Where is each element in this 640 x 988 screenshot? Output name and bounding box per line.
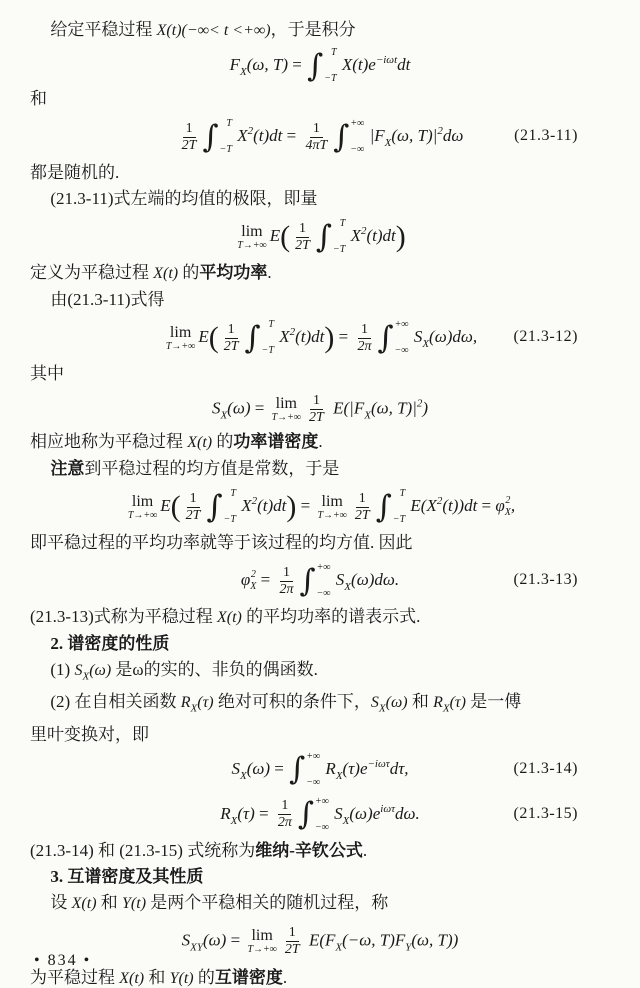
text-run: 设	[50, 892, 72, 912]
superscript: −iωτ	[367, 757, 390, 770]
math-text: (ω)dω,	[429, 327, 478, 346]
text-run: .	[267, 263, 272, 282]
term-power-spectral-density: 功率谱密度	[233, 432, 319, 451]
equation-body	[234, 219, 406, 255]
term-cross-spectral-density: 互谱密度	[214, 967, 283, 987]
subscript: XY	[190, 941, 204, 954]
text-run: 为平稳过程	[30, 967, 120, 987]
math-text: S	[329, 803, 343, 823]
page-number: • 834 •	[34, 952, 92, 969]
paragraph-cross-density-name	[30, 966, 610, 988]
equation-number: (21.3-11)	[514, 127, 578, 144]
text-run: ，于是积分	[270, 20, 356, 39]
superscript: iωτ	[380, 802, 396, 815]
superscript: −iωt	[375, 54, 398, 66]
subscript: X	[384, 137, 392, 149]
text-run: 是ω的实的、非负的偶函数.	[111, 660, 318, 679]
superscript: 2	[416, 397, 423, 409]
inline-math-xt: X(t)	[187, 434, 213, 451]
paragraph-spectral-representation	[30, 605, 610, 630]
equation-21-3-12	[30, 314, 610, 360]
equation-number: (21.3-12)	[513, 328, 578, 345]
subscript: X	[240, 66, 247, 78]
integral-sign: ∫ +∞ −∞	[377, 319, 409, 357]
fraction: $\frac{1}{2T}$	[181, 120, 197, 153]
math-text: |F	[365, 126, 385, 145]
superscript: 2	[247, 125, 254, 137]
inline-math-s: S	[370, 694, 379, 712]
text-run: 是一傅	[465, 692, 522, 712]
math-text: S	[231, 758, 240, 778]
inline-math-arg: (ω)	[385, 694, 408, 712]
fraction: $\frac{1}{2T}$	[295, 220, 310, 253]
equation-body	[231, 752, 408, 788]
math-text: (ω)dω.	[351, 570, 400, 589]
inline-math-yt: Y(t)	[122, 894, 147, 912]
integral-sign: ∫ +∞ −∞	[299, 562, 331, 600]
heading-text: 3. 互谱密度及其性质	[50, 866, 204, 886]
subscript: X	[335, 769, 343, 782]
math-text: =	[230, 930, 245, 950]
paragraph-define-average-power	[30, 261, 610, 286]
math-text: (t))dt	[442, 496, 482, 515]
paragraph-from-eq	[30, 288, 610, 312]
subscript: X	[239, 769, 247, 782]
inline-math-sub: X	[190, 702, 198, 715]
math-text: =	[334, 327, 353, 346]
text-run: (21.3-14) 和 (21.3-15) 式统称为	[30, 840, 256, 860]
math-text: φ	[495, 496, 505, 515]
text-run: 和	[144, 967, 170, 987]
math-text: X	[346, 226, 361, 245]
big-paren: )	[395, 220, 406, 254]
math-text: X(t)e	[337, 55, 376, 74]
equation-spectral-density-definition	[30, 388, 610, 428]
limit-operator: lim T→+∞	[271, 394, 302, 423]
equation-21-3-14	[30, 749, 610, 789]
math-text: (τ)e	[342, 758, 368, 778]
superscript: 2	[289, 326, 296, 338]
text-run: 是两个平稳相关的随机过程，称	[146, 892, 389, 912]
limit-operator: lim T→+∞	[127, 492, 158, 521]
text-run: 的	[178, 263, 200, 282]
equation-fx-definition	[30, 45, 610, 85]
paragraph-fourier-pair	[30, 723, 610, 747]
math-text: E	[269, 226, 281, 245]
math-text: R	[321, 758, 336, 778]
equation-21-3-15	[30, 791, 610, 837]
text-run: .	[318, 432, 323, 451]
math-text: (ω)e	[349, 803, 381, 823]
text-run: (1)	[50, 660, 75, 679]
math-text: ,	[510, 496, 516, 515]
subscript: X	[220, 409, 228, 421]
text-run: 相应地称为平稳过程	[30, 432, 188, 451]
subscript: Y	[405, 941, 412, 954]
fraction: $\frac{1}{4\pi T}$	[305, 120, 328, 153]
equation-body	[212, 393, 428, 426]
term-average-power: 平均功率	[199, 263, 268, 282]
subscript: X	[230, 814, 238, 827]
text-run: .	[362, 840, 368, 860]
math-text: (ω, T))	[411, 930, 459, 950]
equation-21-3-11	[30, 113, 610, 159]
integral-sign: ∫ T −T	[375, 488, 406, 526]
paragraph-wiener-khinchin	[30, 839, 610, 863]
math-text: E(|F	[328, 398, 365, 417]
text-run: 的平均功率的谱表示式.	[241, 607, 421, 626]
equation-cross-spectral	[30, 918, 610, 964]
subscript: X	[342, 814, 350, 827]
fraction: $\frac{1}{2\pi}$	[277, 798, 292, 831]
big-paren: (	[208, 321, 219, 355]
paragraph-power-equals-mean-square	[30, 531, 610, 555]
math-text: (t)dt	[253, 126, 287, 145]
text-run: 和	[30, 89, 47, 108]
inline-math-xt: X(t)	[153, 265, 179, 282]
math-text: (ω, T)|	[391, 126, 438, 145]
paragraph-note	[30, 457, 610, 481]
integral-sign: ∫ +∞ −∞	[297, 795, 329, 833]
equation-body	[241, 563, 399, 599]
term-wiener-khinchin: 维纳-辛钦公式	[255, 840, 363, 860]
math-text: dτ,	[389, 758, 409, 778]
math-text: )	[422, 398, 429, 417]
math-text: S	[181, 930, 191, 950]
inline-math-sub: X	[378, 702, 386, 715]
math-text: E(X	[406, 496, 437, 515]
math-text: (ω)	[203, 930, 231, 950]
inline-math-sub: X	[442, 702, 450, 715]
math-text: =	[481, 496, 496, 515]
text-run: 的	[212, 432, 234, 451]
paragraph-where	[30, 362, 610, 386]
superscript: 2	[437, 125, 443, 137]
math-text: S	[331, 570, 345, 589]
equation-body	[220, 797, 420, 833]
subscript: X	[364, 409, 371, 421]
math-text: (ω, T)|	[370, 398, 417, 417]
math-text: X	[236, 496, 252, 515]
math-text: (t)dt	[295, 327, 325, 346]
fraction: $\frac{1}{2T}$	[354, 490, 370, 523]
math-text: =	[259, 803, 273, 823]
paragraph-property-1	[30, 658, 610, 688]
integral-sign: ∫ T −T	[206, 488, 236, 526]
inline-math-xt: X(t)	[71, 894, 97, 912]
note-keyword: 注意	[50, 459, 85, 478]
math-text: X	[274, 327, 290, 346]
text-run: 定义为平稳过程	[30, 263, 154, 282]
subscript: X	[422, 338, 430, 350]
subscript: X	[344, 581, 352, 593]
big-paren: )	[324, 321, 335, 355]
math-text: R	[220, 803, 231, 823]
stacked-sup-sub: 2 X	[504, 495, 511, 519]
inline-math-arg: (τ)	[449, 694, 466, 712]
equation-number: (21.3-14)	[513, 759, 578, 777]
inline-math-arg: (ω)	[89, 662, 112, 679]
inline-math-r: R	[180, 694, 191, 712]
paragraph-property-2	[30, 690, 610, 720]
integral-sign: ∫ T −T	[307, 47, 337, 85]
subscript: X	[335, 941, 343, 954]
text-run: 和	[407, 692, 434, 712]
text-run: (2) 在自相关函数	[50, 692, 181, 712]
paragraph-two-processes	[30, 891, 610, 916]
inline-math-yt: Y(t)	[169, 969, 194, 987]
equation-mean-square	[30, 483, 610, 529]
inline-math-xt: X(t)	[216, 609, 242, 626]
big-paren: )	[286, 490, 297, 524]
equation-21-3-13	[30, 557, 610, 603]
math-text: (τ)	[237, 803, 259, 823]
equation-body	[177, 119, 464, 155]
paragraph-intro	[30, 18, 610, 43]
math-text: φ	[240, 570, 251, 589]
math-text: F	[229, 55, 241, 74]
fraction: $\frac{1}{2T}$	[284, 925, 300, 958]
integral-sign: ∫ +∞ −∞	[289, 750, 321, 788]
limit-operator: lim T→+∞	[237, 222, 267, 251]
equation-body	[182, 925, 459, 958]
text-run: 由(21.3-11)式得	[50, 290, 165, 309]
superscript: 2	[360, 225, 367, 237]
text-run: 即平稳过程的平均功率就等于该过程的均方值. 因此	[30, 533, 413, 552]
text-run: 里叶变换对，即	[30, 724, 149, 744]
math-text: S	[211, 398, 221, 417]
limit-operator: lim T→+∞	[165, 323, 196, 352]
text-run: 到平稳过程的均方值是常数，于是	[84, 459, 340, 478]
math-text: (t)dt	[366, 226, 396, 245]
paragraph-random	[30, 161, 610, 185]
heading-cross-spectral-density	[30, 865, 610, 889]
limit-operator: lim T→+∞	[247, 927, 277, 956]
math-text: E	[160, 496, 171, 515]
inline-math-xt: X(t)	[119, 969, 145, 987]
text-run: 都是随机的.	[30, 163, 120, 182]
paragraph-and	[30, 87, 610, 111]
math-text: (ω)	[246, 758, 275, 778]
text-run: 给定平稳过程	[50, 20, 157, 39]
equation-number: (21.3-15)	[513, 804, 578, 822]
inline-math-sub: X	[82, 670, 90, 683]
text-run: (21.3-13)式称为平稳过程	[30, 607, 217, 626]
paragraph-called-psd	[30, 430, 610, 455]
equation-mean-limit	[30, 213, 610, 259]
integral-sign: ∫ T −T	[202, 118, 232, 156]
text-run: 和	[96, 892, 123, 912]
heading-text: 2. 谱密度的性质	[50, 634, 170, 653]
equation-body	[163, 320, 477, 356]
fraction: $\frac{1}{2T}$	[223, 321, 239, 354]
text-run: 的	[193, 967, 215, 987]
text-run: (21.3-11)式左端的均值的极限，即量	[50, 189, 318, 208]
superscript: 2	[436, 495, 443, 507]
math-text: (ω)	[227, 398, 255, 417]
fraction: $\frac{1}{2\pi}$	[357, 321, 372, 354]
math-text: =	[292, 55, 307, 74]
big-paren: (	[170, 490, 181, 524]
limit-operator: lim T→+∞	[317, 492, 347, 521]
math-text: E(F	[304, 930, 336, 950]
math-text: =	[254, 398, 269, 417]
inline-math-xt-range: X(t)(−∞< t <+∞)	[156, 22, 271, 39]
text-run: 其中	[30, 364, 64, 383]
fraction: $\frac{1}{2T}$	[309, 392, 324, 425]
math-text: (t)dt	[257, 496, 287, 515]
math-text: E	[198, 327, 209, 346]
integral-sign: ∫ +∞ −∞	[333, 118, 365, 156]
math-text: =	[296, 496, 315, 515]
equation-body	[230, 48, 411, 84]
text-run: .	[282, 967, 288, 987]
math-text: S	[409, 327, 423, 346]
big-paren: (	[280, 220, 291, 254]
math-text: (ω, T)	[246, 55, 293, 74]
integral-sign: ∫ T −T	[244, 319, 274, 357]
stacked-sup-sub: 2 X	[250, 569, 257, 593]
inline-math-r: R	[433, 694, 443, 712]
math-text: =	[256, 570, 275, 589]
math-text: dω	[442, 126, 464, 145]
math-text: =	[274, 758, 289, 778]
math-text: dω.	[395, 803, 420, 823]
text-run: 绝对可积的条件下，	[213, 692, 371, 712]
paragraph-limit-of-mean	[30, 187, 610, 211]
math-text: (−ω, T)F	[342, 930, 406, 950]
equation-body	[125, 489, 515, 525]
inline-math-s: S	[74, 662, 83, 679]
heading-spectral-density-properties	[30, 632, 610, 656]
math-text: dt	[397, 55, 411, 74]
integral-sign: ∫ T −T	[315, 218, 346, 256]
fraction: $\frac{1}{2\pi}$	[279, 564, 294, 597]
equation-number: (21.3-13)	[513, 571, 578, 588]
math-text: =	[286, 126, 301, 145]
superscript: 2	[251, 495, 258, 507]
fraction: $\frac{1}{2T}$	[185, 490, 201, 523]
math-text: X	[232, 126, 248, 145]
inline-math-arg: (τ)	[197, 694, 214, 712]
